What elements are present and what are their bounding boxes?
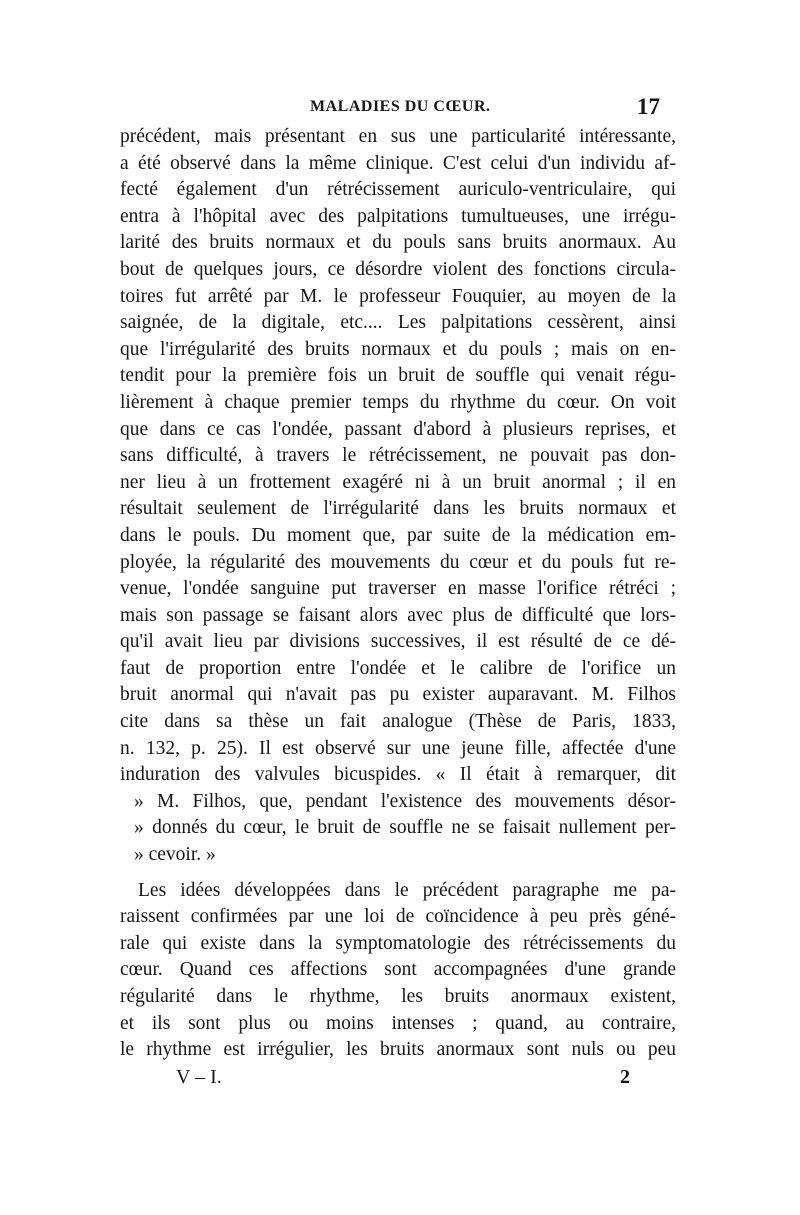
text-line: venue, l'ondée sanguine put traverser en masse l'orifice rétréci ; (120, 578, 676, 600)
text-line: cite dans sa thèse un fait analogue (Thèse de Paris, 1833, (120, 711, 676, 733)
text-line: régularité dans le rhythme, les bruits anormaux existent, (120, 986, 676, 1007)
text-line: saignée, de la digitale, etc.... Les palpitations cessèrent, ainsi (120, 312, 676, 334)
text-line: dans le pouls. Du moment que, par suite de la médication em- (120, 524, 676, 546)
text-line: Les idées développées dans le précédent paragraphe me pa- (138, 879, 676, 901)
text-line: n. 132, p. 25). Il est observé sur une jeune fille, affectée d'une (120, 737, 676, 759)
text-line: précédent, mais présentant en sus une particularité intéressante, (120, 126, 676, 147)
paragraph-gap (120, 869, 676, 878)
text-line: induration des valvules bicuspides. « Il était à remarquer, dit (120, 764, 676, 786)
text-line: ployée, la régularité des mouvements du cœur et du pouls fut re- (120, 551, 676, 573)
sheet-number: 2 (620, 1066, 630, 1088)
running-title: MALADIES DU CŒUR. (310, 98, 491, 115)
quote-line: » cevoir. » (134, 844, 216, 866)
page-header (120, 94, 660, 124)
text-line: entra à l'hôpital avec des palpitations tumultueuses, une irrégu- (120, 205, 676, 227)
text-line: que dans ce cas l'ondée, passant d'abord à plusieurs reprises, et (120, 418, 676, 440)
text-line: lièrement à chaque premier temps du rhythme du cœur. On voit (120, 391, 676, 413)
text-line: résultait seulement de l'irrégularité dans les bruits normaux et (120, 498, 676, 520)
text-line: que l'irrégularité des bruits normaux et du pouls ; mais on en- (120, 338, 676, 360)
text-line: et ils sont plus ou moins intenses ; quand, au contraire, (120, 1012, 676, 1034)
text-line: mais son passage se faisant alors avec plus de difficulté que lors- (120, 604, 676, 626)
text-line: bruit anormal qui n'avait pas pu exister auparavant. M. Filhos (120, 684, 676, 706)
page-footer (176, 1066, 630, 1094)
text-line: toires fut arrêté par M. le professeur Fouquier, au moyen de la (120, 285, 676, 307)
text-line: raissent confirmées par une loi de coïncidence à peu près géné- (120, 906, 676, 928)
text-line: sans difficulté, à travers le rétrécissement, ne pouvait pas don- (120, 445, 676, 467)
text-line: tendit pour la première fois un bruit de souffle qui venait régu- (120, 365, 676, 387)
paragraph (120, 878, 676, 1064)
text-line: bout de quelques jours, ce désordre violent des fonctions circula- (120, 258, 676, 280)
body-text (120, 124, 676, 1064)
text-line: rale qui existe dans la symptomatologie des rétrécissements du (120, 932, 676, 954)
text-line: qu'il avait lieu par divisions successives, il est résulté de ce dé- (120, 631, 676, 653)
text-line: larité des bruits normaux et du pouls sans bruits anormaux. Au (120, 232, 676, 254)
text-line: ner lieu à un frottement exagéré ni à un bruit anormal ; il en (120, 471, 676, 493)
page-number: 17 (637, 94, 660, 119)
text-line: faut de proportion entre l'ondée et le calibre de l'orifice un (120, 657, 676, 679)
text-line: fecté également d'un rétrécissement auriculo-ventriculaire, qui (120, 179, 676, 201)
text-line: cœur. Quand ces affections sont accompagnées d'une grande (120, 959, 676, 981)
signature-mark: V – I. (176, 1066, 222, 1088)
text-line: a été observé dans la même clinique. C'est celui d'un individu af- (120, 152, 676, 174)
quote-line: » M. Filhos, que, pendant l'existence des mouvements désor- (134, 790, 676, 812)
paragraph (120, 124, 676, 869)
text-line: le rhythme est irrégulier, les bruits anormaux sont nuls ou peu (120, 1039, 676, 1061)
quote-line: » donnés du cœur, le bruit de souffle ne se faisait nullement per- (134, 817, 676, 839)
